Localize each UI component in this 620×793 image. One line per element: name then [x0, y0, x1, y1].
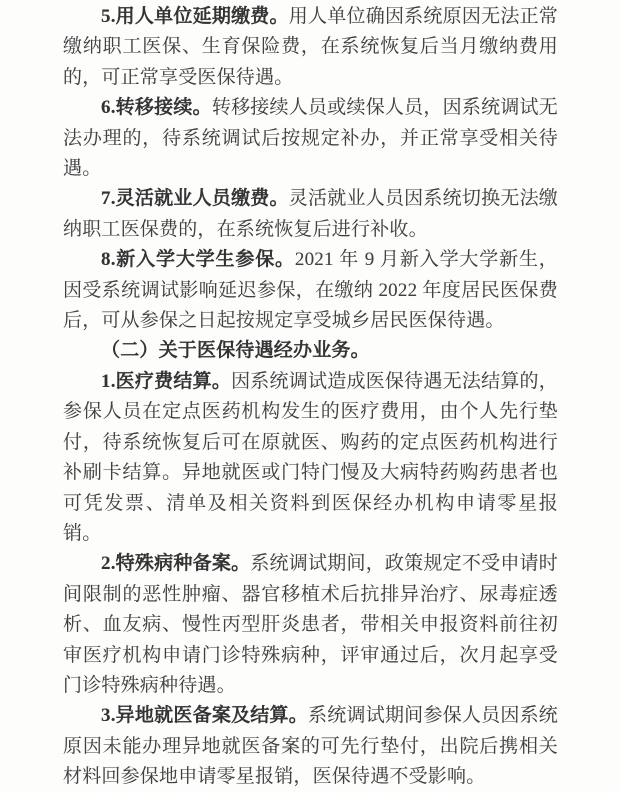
paragraph-lead: 7.灵活就业人员缴费。 [101, 188, 289, 210]
paragraph-lead: 1.医疗费结算。 [101, 370, 232, 392]
paragraph-item-5 [63, 2, 558, 93]
paragraph-body: 系统调试期间，政策规定不受申请时间限制的恶性肿瘤、器官移植术后抗排异治疗、尿毒症透析、血友病、慢性丙型肝炎患者，带相关申报资料前往初审医疗机构申请门诊特殊病种，评审通过后，次月起享受门诊特殊病种待遇。 [63, 553, 558, 696]
paragraph-body: 因系统调试造成医保待遇无法结算的，参保人员在定点医药机构发生的医疗费用，由个人先行垫付，待系统恢复后可在原就医、购药的定点医药机构进行补刷卡结算。异地就医或门特门慢及大病特药购药患者也可凭发票、清单及相关资料到医保经办机构申请零星报销。 [63, 370, 558, 544]
paragraph-lead: 6.转移接续。 [101, 97, 212, 119]
paragraph-body: 系统调试期间参保人员因系统原因未能办理异地就医备案的可先行垫付，出院后携相关材料回参保地申请零星报销，医保待遇不受影响。 [63, 705, 558, 788]
section-heading-text: （二）关于医保待遇经办业务。 [101, 340, 370, 362]
paragraph-item-3 [63, 701, 558, 792]
paragraph-lead: 8.新入学大学生参保。 [101, 249, 295, 271]
paragraph-item-2 [63, 549, 558, 701]
paragraph-body: 灵活就业人员因系统切换无法缴纳职工医保费的，在系统恢复后进行补收。 [63, 188, 558, 240]
paragraph-lead: 2.特殊病种备案。 [101, 553, 251, 575]
paragraph-body: 用人单位确因系统原因无法正常缴纳职工医保、生育保险费，在系统恢复后当月缴纳费用的，可正常享受医保待遇。 [63, 6, 558, 88]
paragraph-body: 转移接续人员或续保人员，因系统调试无法办理的，待系统调试后按规定补办，并正常享受相关待遇。 [63, 97, 558, 180]
section-heading [63, 336, 558, 366]
paragraph-lead: 5.用人单位延期缴费。 [101, 6, 289, 27]
paragraph-item-7 [63, 184, 558, 245]
paragraph-item-1 [63, 367, 558, 549]
paragraph-body: 2021 年 9 月新入学大学新生，因受系统调试影响延迟参保，在缴纳 2022 年度居民医保费后，可从参保之日起按规定享受城乡居民医保待遇。 [63, 249, 558, 332]
paragraph-item-6 [63, 93, 558, 184]
paragraph-item-8 [63, 245, 558, 336]
paragraph-lead: 3.异地就医备案及结算。 [101, 705, 309, 727]
